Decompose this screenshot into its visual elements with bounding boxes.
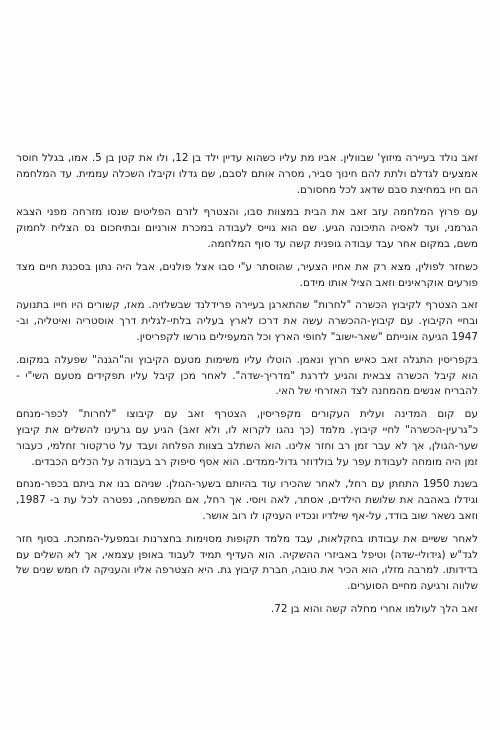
paragraph-family: בשנת 1950 התחתן עם רחל, לאחר שהכירו עוד בהיותם בשער-הגולן. שניהם בנו את ביתם בכפר-מנחם וגידלו באהבה את שלושת הילדים, אסתר, לאה ויוסי. אך רחל, אם המשפחה, נפטרה לכל עת ב- 1987, וזאב נשאר שוב בודד, על-אף שילדיו ונכדיו העניקו לו רוב אושר. (16, 478, 478, 522)
biography-text (16, 151, 478, 618)
paragraph-death: זאב הלך לעולמו אחרי מחלה קשה והוא בן 72. (270, 602, 478, 615)
paragraph-later-work: לאחר ששיים את עבודתו בחקלאות, עבד מלמד תקופות מסוימות בחצרנות ובמפעל-המתכת. בסוף חזר לגד"ש (גידולי-שדה) וטיפל באביזרי ההשקיה. הוא העדיף תמיד לעבוד באופן עצמאי, אך לא השלים עם בדידותו. למרבה מזלו, הוא הכיר את טובה, חברת קיבוץ גת. היא הצטרפה אליו והעניקה לו חמש שנים של שלווה ורגיעה מחיים הסוערים. (16, 532, 478, 593)
paragraph-war: עם פרוץ המלחמה עזב זאב את הבית במצוות סבו, והצטרף לזרם הפליטים שנסו מזרחה מפני הצבא הגרמני, ועד לאסיה התיכונה הגיע. שם הוא גוייס לעבודה במכרת אורניום ובתיחכום נס הצליח לחמוק משם, במקום אחר עבד עבודה גופנית קשה עד סוף המלחמה. (16, 206, 478, 250)
paragraph-kfar-menachem: עם קום המדינה ועלית העקורים מקפריסין, הצטרף זאב עם קיבוצו "לחרות" לכפר-מנחם כ"גרעין-הכשרה" לחיי קיבוץ. מלמד (כך נהגו לקרוא לו, ולא זאב) הגיע עם גרעינו להשלים את קיבוץ שער-הגולן, אך לא עבר זמן רב וחזר אלינו. הוא השתלב בצוות הפלחה ועבד על טרקטור זחלמי, כעבור זמן היה מומחה לעבודת עפר על בולדוזר גדול-ממדים. הוא אסף סיפוק רב בעבודה על הכלים הכבדים. (16, 408, 478, 468)
paragraph-return-poland: כשחזר לפולין, מצא רק את אחיו הצעיר, שהוסתר ע"י סבו אצל פולנים, אבל היה נתון בסכנת חיים מצד פורעים אוקראינים וזאב הציל אותו מידם. (16, 260, 478, 289)
paragraph-early-life: זאב נולד בעיירה מיזוץ' שבוולין. אביו מת עליו כשהוא עדיין ילד בן 12, ולו את קטן בן 5. אמו, בגלל חוסר אמצעים לגדלם ולתת להם חינוך סביר, מסרה אותם לסבם, שם גדלו וקיבלו השכלה עממית. עד המלחמה הם חיו במחיצת סבם שדאג לכל מחסורם. (16, 152, 478, 196)
paragraph-cyprus: בקפריסין התגלה זאב כאיש חרוץ ונאמן. הוטלו עליו משימות מטעם הקיבוץ וה"הגנה" שפעלה במקום. הוא קיבל הכשרה צבאית והגיע לדרגת "מדריך-שדה". לאחר מכן קיבל עליו תפקידים מטעם השי"י -להבריח אנשים מהמחנה לצד האזרחי של האי. (16, 353, 478, 398)
paragraph-kibbutz-hachshara: זאב הצטרף לקיבוץ הכשרה "לחרות" שהתארגן בעיירה פרידלנד שבשלזיה. מאז, קשורים היו חייו בתנועה ובחיי הקיבוץ. עם קיבוץ-ההכשרה עשה את דרכו לארץ בעליה בלתי-לגלית דרך אוסטריה ואיטליה, וב- 1947 הגיעה אונייתם "שאר-ישוב" לחופי הארץ וכל המעפילים גורשו לקפריסין. (16, 299, 478, 343)
